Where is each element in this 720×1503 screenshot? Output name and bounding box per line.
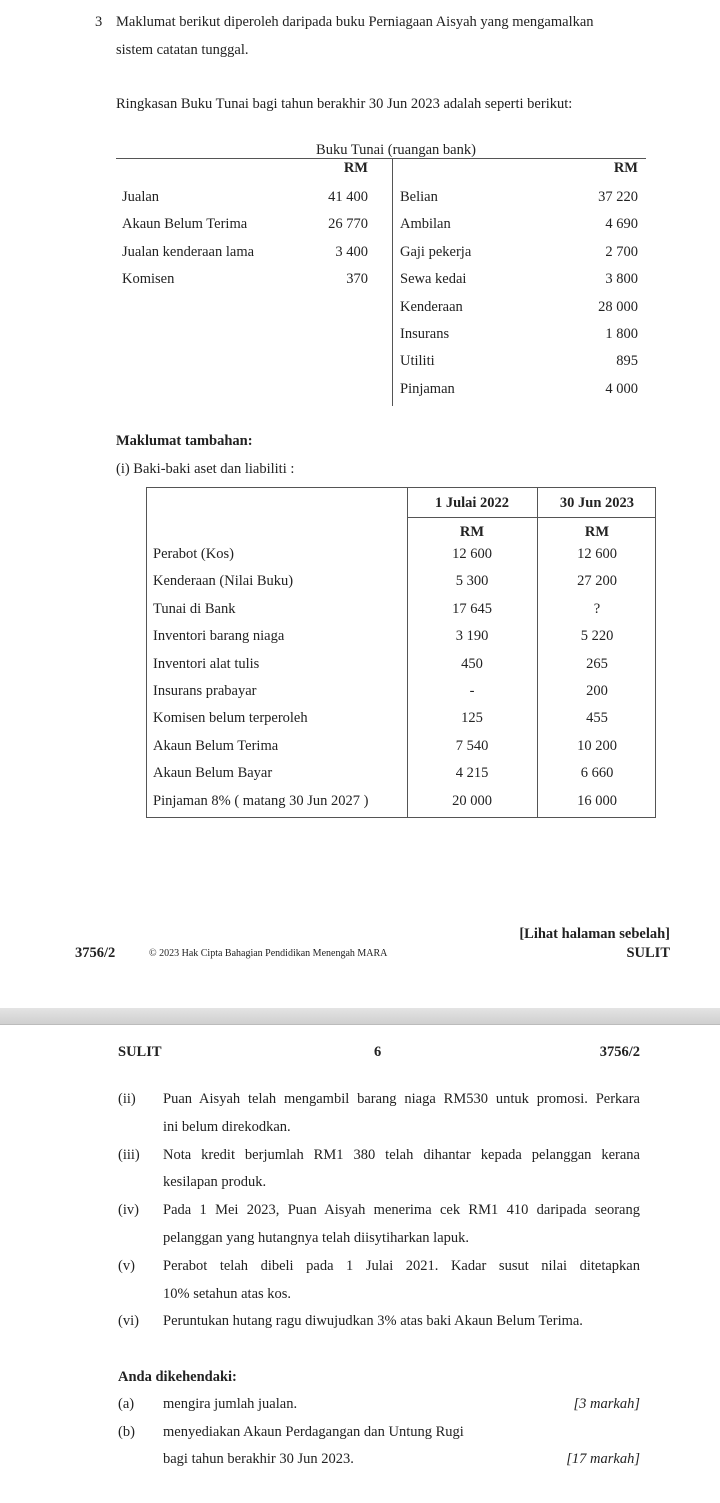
balance-2022: 5 300 <box>455 573 489 590</box>
balance-label: Tunai di Bank <box>153 600 236 617</box>
column-header: 30 Jun 2023 <box>559 495 635 511</box>
balance-label: Kenderaan (Nilai Buku) <box>153 573 294 590</box>
balance-2023: ? <box>593 600 601 617</box>
balance-label: Inventori barang niaga <box>153 628 285 645</box>
credit-label: Ambilan <box>400 216 451 233</box>
credit-label: Pinjaman <box>400 380 455 397</box>
debit-label: Jualan kenderaan lama <box>122 243 255 260</box>
balance-2022: 20 000 <box>452 792 492 809</box>
balance-2023: 6 660 <box>580 765 614 782</box>
required-heading: Anda dikehendaki: <box>118 1369 237 1385</box>
item-text: Peruntukan hutang ragu diwujudkan 3% atas baki Akaun Belum Terima. <box>163 1313 583 1330</box>
balance-2023: 16 000 <box>577 792 617 809</box>
debit-label: Jualan <box>122 189 160 205</box>
page-number: 6 <box>374 1044 382 1060</box>
cash-book-title: Buku Tunai (ruangan bank) <box>316 142 476 158</box>
credit-amount: 3 800 <box>605 271 638 288</box>
balance-label: Perabot (Kos) <box>153 546 234 562</box>
item-text: Perabot telah dibeli pada 1 Julai 2021. Kadar susut nilai ditetapkan <box>163 1257 640 1274</box>
item-label: (iii) <box>118 1146 140 1163</box>
balance-label: Akaun Belum Bayar <box>153 765 273 782</box>
currency-header: RM <box>613 160 638 176</box>
copyright: © 2023 Hak Cipta Bahagian Pendidikan Menengah MARA <box>149 948 388 959</box>
balance-2022: 12 600 <box>452 546 492 562</box>
balance-2023: 455 <box>586 710 608 727</box>
balance-2022: 17 645 <box>452 600 492 617</box>
item-text: kesilapan produk. <box>163 1174 267 1191</box>
summary-intro: Ringkasan Buku Tunai bagi tahun berakhir 30 Jun 2023 adalah seperti berikut: <box>116 96 573 112</box>
next-page-note: [Lihat halaman sebelah] <box>519 926 670 942</box>
balance-2022: 3 190 <box>455 628 489 645</box>
item-label: (vi) <box>118 1313 139 1330</box>
credit-label: Sewa kedai <box>400 271 467 288</box>
page-separator <box>0 1008 720 1025</box>
balance-2023: 10 200 <box>577 737 617 754</box>
balance-label: Komisen belum terperoleh <box>153 710 308 727</box>
item-i: (i) Baki-baki aset dan liabiliti : <box>116 461 295 477</box>
intro-line: Maklumat berikut diperoleh daripada buku Perniagaan Aisyah yang mengamalkan <box>116 14 594 30</box>
balance-2023: 27 200 <box>577 573 617 590</box>
debit-amount: 26 770 <box>328 216 368 233</box>
credit-amount: 37 220 <box>598 189 638 205</box>
currency-header: RM <box>584 524 610 540</box>
debit-label: Komisen <box>122 271 175 288</box>
credit-amount: 895 <box>616 353 638 370</box>
task-label: (b) <box>118 1423 135 1440</box>
item-text: Nota kredit berjumlah RM1 380 telah dihantar kepada pelanggan kerana <box>163 1146 640 1163</box>
task-text: bagi tahun berakhir 30 Jun 2023. <box>163 1451 354 1467</box>
debit-amount: 3 400 <box>335 243 368 260</box>
credit-label: Gaji pekerja <box>400 243 472 260</box>
additional-heading: Maklumat tambahan: <box>116 433 253 449</box>
item-label: (iv) <box>118 1202 139 1219</box>
column-header: 1 Julai 2022 <box>434 495 510 511</box>
balance-2023: 5 220 <box>580 628 614 645</box>
credit-label: Utiliti <box>400 353 435 370</box>
currency-header: RM <box>459 524 485 540</box>
credit-amount: 2 700 <box>605 243 638 260</box>
credit-label: Belian <box>400 189 438 205</box>
item-text: Pada 1 Mei 2023, Puan Aisyah menerima cek RM1 410 daripada seorang <box>163 1202 640 1219</box>
credit-amount: 4 690 <box>605 216 638 233</box>
debit-amount: 370 <box>346 271 368 288</box>
question-number: 3 <box>95 14 103 30</box>
balance-2022: 125 <box>461 710 483 727</box>
balance-2023: 12 600 <box>577 546 617 562</box>
task-text: menyediakan Akaun Perdagangan dan Untung Rugi <box>163 1423 464 1440</box>
header-sulit: SULIT <box>118 1044 162 1060</box>
balance-label: Pinjaman 8% ( matang 30 Jun 2027 ) <box>153 792 369 809</box>
credit-label: Insurans <box>400 326 450 342</box>
item-text: 10% setahun atas kos. <box>163 1285 292 1302</box>
balance-2022: 450 <box>461 655 483 672</box>
credit-amount: 4 000 <box>605 380 638 397</box>
item-label: (v) <box>118 1257 135 1274</box>
task-text: mengira jumlah jualan. <box>163 1396 298 1412</box>
header-code: 3756/2 <box>599 1044 640 1060</box>
item-text: pelanggan yang hutangnya telah diisytiharkan lapuk. <box>163 1230 470 1246</box>
balance-2022: - <box>469 683 475 699</box>
task-marks: [3 markah] <box>573 1396 640 1412</box>
balance-2022: 7 540 <box>455 737 489 754</box>
balances-table <box>146 487 656 818</box>
balance-2022: 4 215 <box>455 765 489 782</box>
item-label: (ii) <box>118 1091 136 1107</box>
item-text: ini belum direkodkan. <box>163 1118 291 1135</box>
balance-2023: 200 <box>586 683 608 699</box>
task-marks: [17 markah] <box>566 1451 640 1467</box>
balance-label: Inventori alat tulis <box>153 655 260 672</box>
credit-amount: 1 800 <box>605 326 638 342</box>
sulit-label: SULIT <box>626 945 670 961</box>
task-label: (a) <box>118 1396 135 1412</box>
credit-amount: 28 000 <box>598 298 638 315</box>
debit-label: Akaun Belum Terima <box>122 216 248 233</box>
balance-2023: 265 <box>586 655 608 672</box>
currency-header: RM <box>343 160 368 176</box>
balance-label: Akaun Belum Terima <box>153 737 279 754</box>
paper-code: 3756/2 <box>75 945 116 961</box>
item-text: Puan Aisyah telah mengambil barang niaga RM530 untuk promosi. Perkara <box>163 1091 640 1107</box>
debit-amount: 41 400 <box>328 189 368 205</box>
credit-label: Kenderaan <box>400 298 463 315</box>
intro-line: sistem catatan tunggal. <box>116 42 249 58</box>
balance-label: Insurans prabayar <box>153 683 257 699</box>
